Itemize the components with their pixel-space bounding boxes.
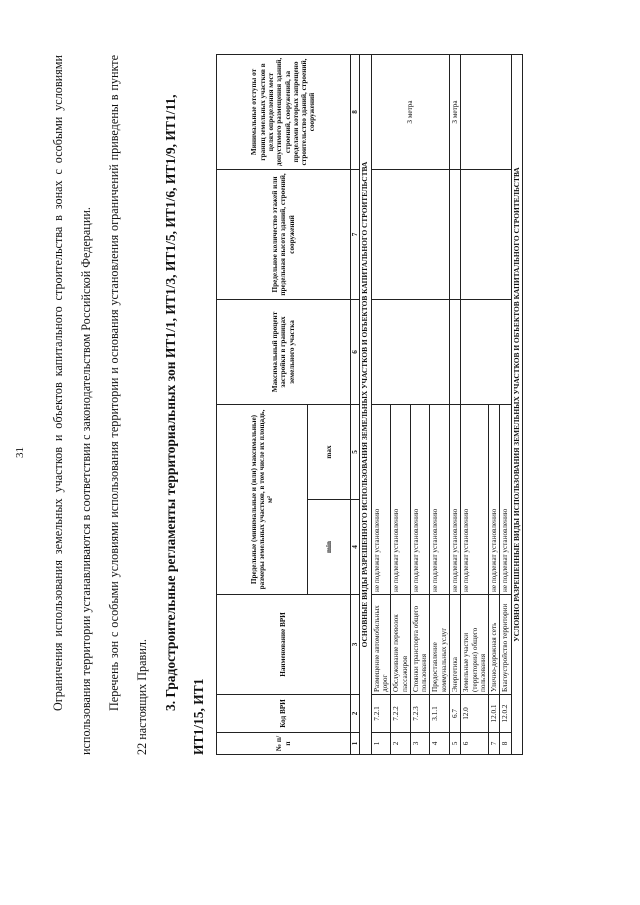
regulations-table — [216, 54, 523, 755]
column-number-row — [351, 54, 360, 754]
row-size: не подлежат установлению — [371, 404, 391, 594]
row-code: 7.2.1 — [371, 695, 391, 733]
setback-value-b: 3 метра — [450, 54, 461, 169]
column-number: 7 — [351, 169, 360, 299]
merged-floors-a — [371, 169, 449, 299]
column-number: 8 — [351, 54, 360, 169]
row-floors — [450, 169, 461, 299]
row-name: Стоянки транспорта общего пользования — [410, 595, 430, 695]
table-row — [371, 54, 391, 754]
row-code: 12.0 — [461, 695, 489, 733]
row-num: 5 — [450, 733, 461, 755]
row-name: Земельные участки (территории) общего пользования — [461, 595, 489, 695]
row-num: 3 — [410, 733, 430, 755]
row-num: 7 — [489, 733, 500, 755]
row-name: Предоставление коммунальных услуг — [430, 595, 450, 695]
header-num: № п/п — [217, 733, 351, 755]
row-num: 8 — [500, 733, 511, 755]
section-heading: 3. Градостроительные регламенты территориальных зон ИТ1/1, ИТ1/3, ИТ1/5, ИТ1/6, ИТ1/9, ИТ1/11, ИТ1/15, ИТ1 — [163, 94, 206, 755]
row-num: 6 — [461, 733, 489, 755]
header-floors: Предельное количество этажей или предельная высота зданий, строений, сооружений — [217, 169, 351, 299]
row-code: 12.0.1 — [489, 695, 500, 733]
row-code: 12.0.2 — [500, 695, 511, 733]
header-name: Наименование ВРИ — [217, 595, 351, 695]
row-code: 6.7 — [450, 695, 461, 733]
row-size: не подлежат установлению — [489, 404, 500, 594]
row-name: Энергетика — [450, 595, 461, 695]
section-main-row — [360, 54, 372, 754]
section-main-title: ОСНОВНЫЕ ВИДЫ РАЗРЕШЕННОГО ИСПОЛЬЗОВАНИЯ ЗЕМЕЛЬНЫХ УЧАСТКОВ И ОБЪЕКТОВ КАПИТАЛЬНОГО СТРОИТЕЛЬСТВА — [360, 54, 372, 754]
row-name: Размещение автомобильных дорог — [371, 595, 391, 695]
page-number: 31 — [14, 447, 26, 458]
row-code: 3.1.1 — [430, 695, 450, 733]
column-number: 6 — [351, 299, 360, 404]
row-percent — [450, 299, 461, 404]
row-size: не подлежат установлению — [430, 404, 450, 594]
paragraph-zones-list: Перечень зон с особыми условиями использования территории и основания установления ограничений приведены в пункте 22 настоящих Правил. — [107, 55, 149, 755]
row-num: 4 — [430, 733, 450, 755]
column-number: 3 — [351, 595, 360, 695]
header-min: min — [308, 500, 351, 595]
header-size: Предельные (минимальные и (или) максимальные) размеры земельных участков, в том числе их площадь, м² — [217, 404, 308, 594]
row-name: Благоустройство территории — [500, 595, 511, 695]
table-header-row — [217, 54, 308, 754]
column-number: 4 — [351, 500, 360, 595]
section-conditional-title: УСЛОВНО РАЗРЕШЕННЫЕ ВИДЫ ИСПОЛЬЗОВАНИЯ ЗЕМЕЛЬНЫХ УЧАСТКОВ И ОБЪЕКТОВ КАПИТАЛЬНОГО СТРОИТЕЛЬСТВА — [511, 54, 523, 754]
row-num: 1 — [371, 733, 391, 755]
header-max: max — [308, 404, 351, 499]
row-name: Обслуживание перевозок пассажиров — [391, 595, 411, 695]
merged-percent-b — [461, 299, 511, 404]
header-percent: Максимальный процент застройки в границах земельного участка — [217, 299, 351, 404]
merged-setback-c — [461, 54, 511, 169]
merged-floors-b — [461, 169, 511, 299]
merged-percent-a — [371, 299, 449, 404]
row-size: не подлежат установлению — [450, 404, 461, 594]
row-size: не подлежат установлению — [461, 404, 489, 594]
header-code: Код ВРИ — [217, 695, 351, 733]
column-number: 2 — [351, 695, 360, 733]
setback-value-a: 3 метра — [371, 54, 449, 169]
row-code: 7.2.3 — [410, 695, 430, 733]
paragraph-restrictions: Ограничения использования земельных участков и объектов капитального строительства в зонах с особыми условиями использования территории устанавливаются в соответствии с законодательством Российской Федерации. — [51, 55, 93, 755]
table-row — [461, 54, 489, 754]
row-code: 7.2.2 — [391, 695, 411, 733]
row-size: не подлежат установлению — [410, 404, 430, 594]
column-number: 5 — [351, 404, 360, 499]
row-size: не подлежат установлению — [500, 404, 511, 594]
row-size: не подлежат установлению — [391, 404, 411, 594]
table-row — [450, 54, 461, 754]
row-name: Улично-дорожная сеть — [489, 595, 500, 695]
section-conditional-row — [511, 54, 523, 754]
header-setback: Минимальные отступы от границ земельных участков в целях определения мест допустимого размещения зданий, строений, сооружений, за пределами которых запрещено строительство зданий, строений, сооружений — [217, 54, 351, 169]
row-num: 2 — [391, 733, 411, 755]
column-number: 1 — [351, 733, 360, 755]
